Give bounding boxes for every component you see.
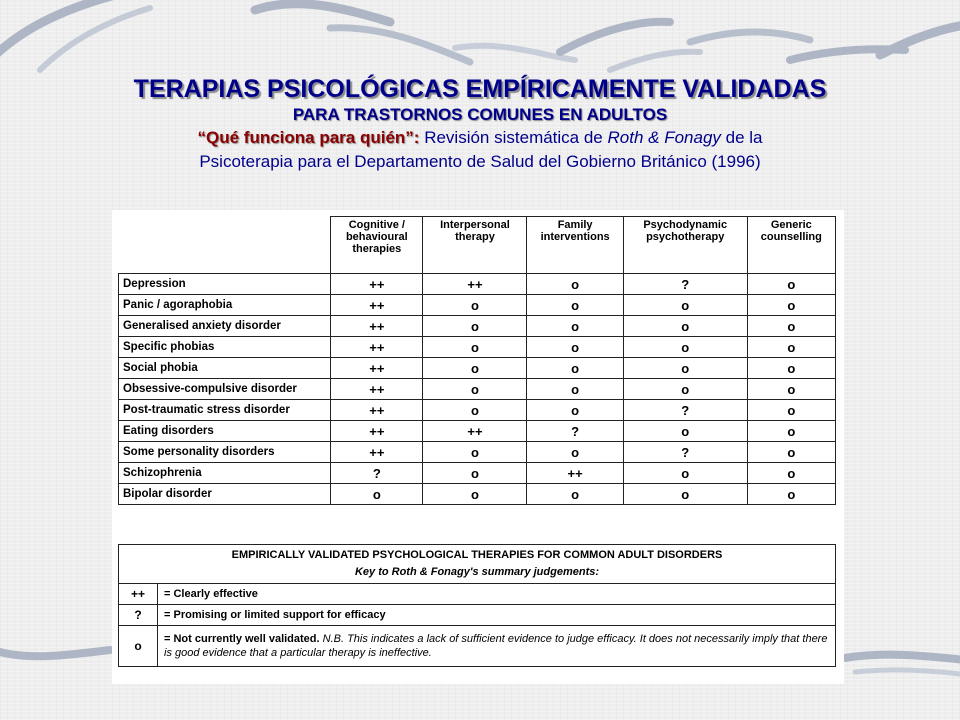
column-header: Interpersonal therapy: [423, 217, 527, 274]
key-symbol: o: [119, 626, 158, 667]
table-row: [119, 379, 836, 400]
rating-cell: o: [527, 484, 623, 505]
rating-cell: o: [747, 295, 835, 316]
rating-cell: ++: [331, 400, 423, 421]
rating-cell: o: [747, 316, 835, 337]
therapies-table: [118, 216, 836, 505]
corner-cell: [119, 217, 331, 274]
column-header: Generic counselling: [747, 217, 835, 274]
key-description: [158, 626, 836, 667]
rating-cell: ?: [623, 442, 747, 463]
rating-cell: o: [423, 442, 527, 463]
rating-cell: o: [623, 316, 747, 337]
rating-cell: o: [423, 463, 527, 484]
table-row: [119, 316, 836, 337]
swirl-stroke: [880, 25, 960, 55]
key-header-row: [119, 545, 836, 584]
rating-cell: o: [623, 484, 747, 505]
rating-cell: o: [423, 316, 527, 337]
tail-text: de la: [720, 128, 763, 147]
swirl-stroke: [0, 650, 110, 656]
rating-cell: o: [331, 484, 423, 505]
rating-cell: ++: [331, 358, 423, 379]
rating-cell: o: [747, 421, 835, 442]
rating-cell: o: [423, 484, 527, 505]
review-text: Revisión sistemática de: [419, 128, 608, 147]
rating-cell: o: [527, 295, 623, 316]
table-row: [119, 442, 836, 463]
key-subheading: Key to Roth & Fonagy's summary judgements:: [354, 566, 600, 578]
title-line-2: PARA TRASTORNOS COMUNES EN ADULTOS: [292, 105, 668, 124]
table-row: [119, 337, 836, 358]
rating-cell: o: [747, 463, 835, 484]
disorder-label: Specific phobias: [119, 337, 331, 358]
title-line-4: [0, 150, 960, 174]
rating-cell: o: [423, 337, 527, 358]
disorder-label: Schizophrenia: [119, 463, 331, 484]
swirl-stroke: [560, 22, 670, 52]
swirl-stroke: [330, 28, 470, 62]
swirl-stroke: [610, 52, 700, 70]
rating-cell: o: [423, 379, 527, 400]
key-description: [158, 605, 836, 626]
rating-cell: o: [423, 358, 527, 379]
key-symbol: ?: [119, 605, 158, 626]
table-row: [119, 400, 836, 421]
swirl-stroke: [790, 49, 905, 60]
swirl-stroke: [0, 0, 115, 60]
key-row: [119, 626, 836, 667]
rating-cell: o: [623, 358, 747, 379]
table-row: [119, 463, 836, 484]
rating-cell: ?: [623, 274, 747, 295]
key-table: [118, 544, 836, 667]
table-row: [119, 274, 836, 295]
rating-cell: ++: [331, 274, 423, 295]
rating-cell: ++: [331, 337, 423, 358]
table-row: [119, 484, 836, 505]
slide-title: [0, 74, 960, 174]
disorder-label: Social phobia: [119, 358, 331, 379]
disorder-label: Bipolar disorder: [119, 484, 331, 505]
disorder-label: Eating disorders: [119, 421, 331, 442]
table-row: [119, 421, 836, 442]
rating-cell: ++: [331, 379, 423, 400]
disorder-label: Post-traumatic stress disorder: [119, 400, 331, 421]
column-header: Psychodynamic psychotherapy: [623, 217, 747, 274]
disorder-label: Panic / agoraphobia: [119, 295, 331, 316]
department-text: Psicoterapia para el Departamento de Salud del Gobierno Británico (1996): [199, 152, 761, 171]
rating-cell: ++: [331, 442, 423, 463]
rating-cell: o: [527, 400, 623, 421]
title-line-3: [0, 126, 960, 150]
column-header: Family interventions: [527, 217, 623, 274]
rating-cell: o: [527, 337, 623, 358]
disorder-label: Obsessive-compulsive disorder: [119, 379, 331, 400]
table-header-row: [119, 217, 836, 274]
rating-cell: ?: [331, 463, 423, 484]
swirl-stroke: [455, 46, 575, 60]
rating-cell: ++: [527, 463, 623, 484]
rating-cell: o: [747, 358, 835, 379]
rating-cell: o: [747, 400, 835, 421]
table-body: [119, 274, 836, 505]
rating-cell: ?: [527, 421, 623, 442]
swirl-stroke: [40, 8, 150, 70]
rating-cell: o: [423, 295, 527, 316]
rating-cell: ++: [423, 274, 527, 295]
key-description: [158, 584, 836, 605]
key-text: = Clearly effective: [164, 588, 258, 600]
key-row: [119, 605, 836, 626]
table-panel: [112, 210, 844, 684]
rating-cell: o: [623, 379, 747, 400]
disorder-label: Depression: [119, 274, 331, 295]
swirl-stroke: [255, 4, 390, 22]
key-symbol: ++: [119, 584, 158, 605]
key-text: = Promising or limited support for efficacy: [164, 609, 386, 621]
rating-cell: o: [527, 274, 623, 295]
rating-cell: o: [423, 400, 527, 421]
column-header: Cognitive / behavioural therapies: [331, 217, 423, 274]
key-row: [119, 584, 836, 605]
key-header: [119, 545, 836, 584]
rating-cell: o: [623, 295, 747, 316]
swirl-stroke: [855, 670, 960, 674]
swirl-stroke: [845, 655, 960, 660]
swirl-stroke: [690, 32, 810, 42]
table-row: [119, 358, 836, 379]
rating-cell: o: [747, 442, 835, 463]
disorder-label: Some personality disorders: [119, 442, 331, 463]
rating-cell: o: [623, 421, 747, 442]
rating-cell: ++: [423, 421, 527, 442]
rating-cell: o: [747, 274, 835, 295]
key-note: N.B. This indicates a lack of sufficient evidence to judge efficacy. It does not necessarily imply that there is good evidence that a particular therapy is ineffective.: [164, 633, 828, 659]
quote-text: “Qué funciona para quién”:: [197, 128, 420, 147]
rating-cell: o: [527, 316, 623, 337]
key-heading: EMPIRICALLY VALIDATED PSYCHOLOGICAL THERAPIES FOR COMMON ADULT DISORDERS: [231, 549, 723, 561]
rating-cell: o: [527, 442, 623, 463]
key-text: = Not currently well validated.: [164, 633, 320, 645]
title-line-1: TERAPIAS PSICOLÓGICAS EMPÍRICAMENTE VALIDADAS: [133, 75, 827, 103]
authors-text: Roth & Fonagy: [607, 128, 721, 147]
disorder-label: Generalised anxiety disorder: [119, 316, 331, 337]
rating-cell: o: [747, 484, 835, 505]
rating-cell: ?: [623, 400, 747, 421]
rating-cell: o: [623, 463, 747, 484]
table-row: [119, 295, 836, 316]
rating-cell: o: [527, 379, 623, 400]
rating-cell: o: [747, 337, 835, 358]
rating-cell: o: [623, 337, 747, 358]
rating-cell: o: [527, 358, 623, 379]
rating-cell: ++: [331, 316, 423, 337]
rating-cell: ++: [331, 421, 423, 442]
rating-cell: ++: [331, 295, 423, 316]
rating-cell: o: [747, 379, 835, 400]
